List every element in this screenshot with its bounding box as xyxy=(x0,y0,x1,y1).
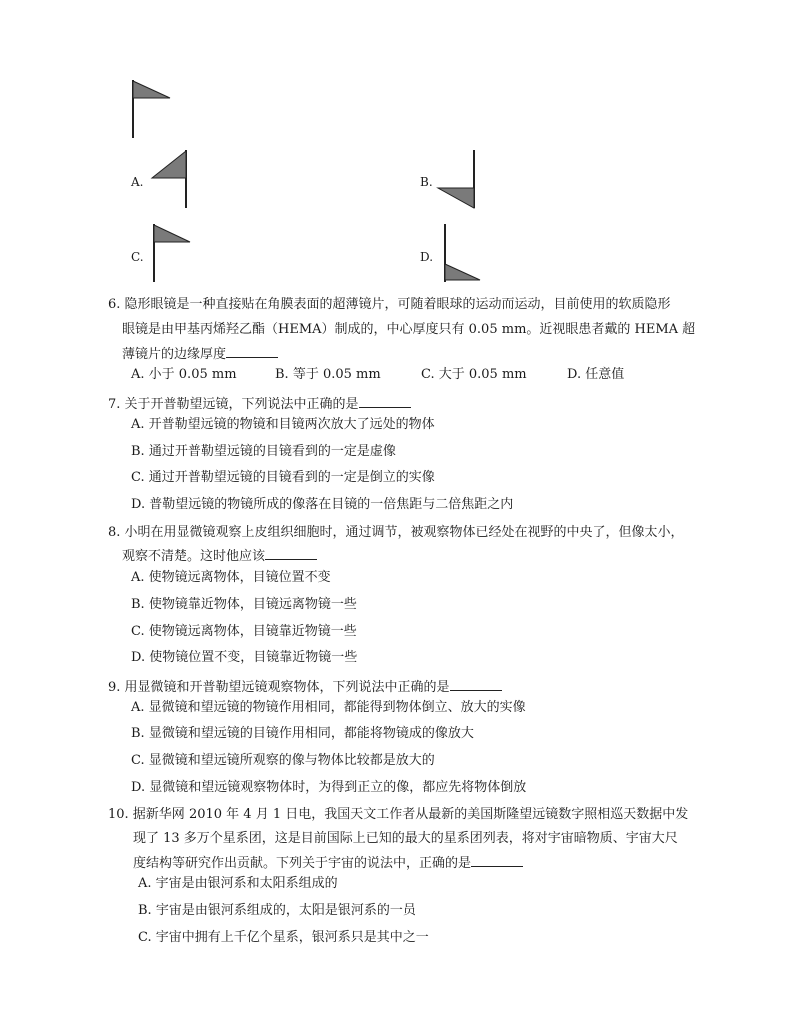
option-a-letter: A. xyxy=(131,175,144,189)
question-6-line-1: 6. 隐形眼镜是一种直接贴在角膜表面的超薄镜片，可随着眼球的运动而运动，目前使用的软质隐形 xyxy=(108,297,671,312)
question-8-choice-c: C. 使物镜远离物体，目镜靠近物镜一些 xyxy=(131,624,357,639)
flag-option-b-figure xyxy=(434,148,478,210)
question-10-choice-b: B. 宇宙是由银河系组成的，太阳是银河系的一员 xyxy=(138,903,416,918)
question-6-choice-b: B. 等于 0.05 mm xyxy=(275,367,381,382)
question-7-choice-b: B. 通过开普勒望远镜的目镜看到的一定是虚像 xyxy=(131,444,396,459)
question-8-choice-a: A. 使物镜远离物体，目镜位置不变 xyxy=(131,570,331,585)
question-7-choice-d: D. 普勒望远镜的物镜所成的像落在目镜的一倍焦距与二倍焦距之内 xyxy=(131,497,514,512)
question-10-line-1: 10. 据新华网 2010 年 4 月 1 日电，我国天文工作者从最新的美国斯隆望远镜数字照相巡天数据中发 xyxy=(108,807,689,822)
question-6-choice-a: A. 小于 0.05 mm xyxy=(131,367,237,382)
question-10-choice-c: C. 宇宙中拥有上千亿个星系，银河系只是其中之一 xyxy=(138,930,429,945)
question-6-choice-d: D. 任意值 xyxy=(567,367,625,382)
question-8-line-2 xyxy=(122,547,317,565)
flag-option-a-figure xyxy=(148,148,192,210)
question-7-choice-c: C. 通过开普勒望远镜的目镜看到的一定是倒立的实像 xyxy=(131,470,435,485)
question-7-line-1 xyxy=(108,395,411,413)
question-7-choice-a: A. 开普勒望远镜的物镜和目镜两次放大了远处的物体 xyxy=(131,417,435,432)
question-6-line-3 xyxy=(122,345,278,363)
flag-original-figure xyxy=(128,78,178,140)
question-9-line-1 xyxy=(108,678,502,696)
question-6-line-2: 眼镜是由甲基丙烯羟乙酯（HEMA）制成的，中心厚度只有 0.05 mm。近视眼患者戴的 HEMA 超 xyxy=(122,322,696,337)
question-9-choice-b: B. 显微镜和望远镜的目镜作用相同，都能将物镜成的像放大 xyxy=(131,726,474,741)
answer-blank xyxy=(359,395,411,408)
question-10-line-2: 现了 13 多万个星系团，这是目前国际上已知的最大的星系团列表，将对宇宙暗物质、宇宙大尺 xyxy=(133,831,678,846)
flag-option-c-figure xyxy=(148,222,192,284)
answer-blank xyxy=(450,678,502,691)
question-9-choice-c: C. 显微镜和望远镜所观察的像与物体比较都是放大的 xyxy=(131,753,435,768)
question-10-choice-a: A. 宇宙是由银河系和太阳系组成的 xyxy=(138,876,338,891)
question-9-choice-a: A. 显微镜和望远镜的物镜作用相同，都能得到物体倒立、放大的实像 xyxy=(131,700,526,715)
question-9-choice-d: D. 显微镜和望远镜观察物体时，为得到正立的像，都应先将物体倒放 xyxy=(131,780,527,795)
answer-blank xyxy=(265,547,317,560)
flag-option-d-figure xyxy=(440,222,484,284)
question-10-stem: 度结构等研究作出贡献。下列关于宇宙的说法中，正确的是 xyxy=(133,856,472,871)
answer-blank xyxy=(226,345,278,358)
question-10-line-3 xyxy=(133,854,523,872)
question-8-line-1: 8. 小明在用显微镜观察上皮组织细胞时，通过调节，被观察物体已经处在视野的中央了，但像太小， xyxy=(108,525,684,540)
question-8-stem: 观察不清楚。这时他应该 xyxy=(122,549,266,564)
option-d-letter: D. xyxy=(420,250,434,264)
question-8-choice-d: D. 使物镜位置不变，目镜靠近物镜一些 xyxy=(131,650,358,665)
question-6-line-3-text: 薄镜片的边缘厚度 xyxy=(122,347,227,362)
answer-blank xyxy=(471,854,523,867)
question-6-choice-c: C. 大于 0.05 mm xyxy=(421,367,527,382)
question-9-stem: 9. 用显微镜和开普勒望远镜观察物体，下列说法中正确的是 xyxy=(108,680,450,695)
option-c-letter: C. xyxy=(131,250,144,264)
question-8-choice-b: B. 使物镜靠近物体，目镜远离物镜一些 xyxy=(131,597,357,612)
question-7-stem: 7. 关于开普勒望远镜，下列说法中正确的是 xyxy=(108,397,359,412)
option-b-letter: B. xyxy=(420,175,433,189)
